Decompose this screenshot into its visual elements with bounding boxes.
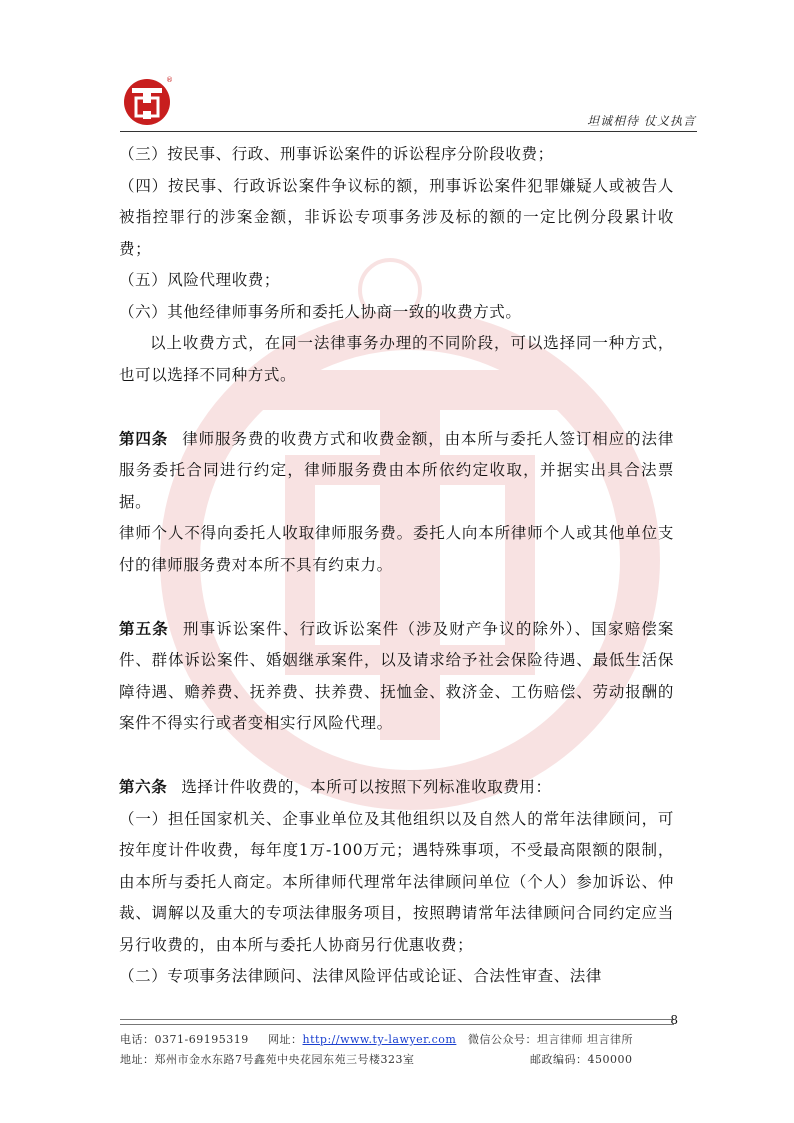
article-4-text-2: 律师个人不得向委托人收取律师服务费。委托人向本所律师个人或其他单位支付的律师服务费对本所不具有约束力。: [119, 524, 674, 574]
footer-postcode: 邮政编码：450000: [530, 1053, 633, 1066]
article-5: [119, 613, 674, 740]
line-item-3: （三）按民事、行政、刑事诉讼案件的诉讼程序分阶段收费；: [119, 145, 554, 163]
line-item-6: （六）其他经律师事务所和委托人协商一致的收费方式。: [119, 302, 522, 321]
footer-divider: [120, 1019, 674, 1025]
article-6: [119, 771, 674, 804]
footer-wechat: 微信公众号：坦言律师 坦言律所: [468, 1033, 633, 1046]
registered-mark: ®: [166, 76, 173, 84]
firm-logo: [121, 74, 173, 126]
header-slogan: 坦诚相待 仗义执言: [587, 114, 696, 128]
article-4-title: 第四条: [119, 428, 169, 448]
footer: [120, 1031, 680, 1071]
page-number: 8: [670, 1013, 678, 1027]
article-6-item-2: （二）专项事务法律顾问、法律风险评估或论证、合法性审查、法律: [119, 967, 603, 985]
website-link[interactable]: http://www.ty-lawyer.com: [302, 1033, 457, 1046]
paragraph-methods: 以上收费方式，在同一法律事务办理的不同阶段，可以选择同一种方式，也可以选择不同种方式。: [119, 334, 674, 384]
article-4-text: 律师服务费的收费方式和收费金额，由本所与委托人签订相应的法律服务委托合同进行约定，律师服务费由本所依约定收取，并据实出具合法票据。: [119, 429, 674, 511]
article-4: [119, 423, 674, 519]
article-6-item-1: （一）担任国家机关、企事业单位及其他组织以及自然人的常年法律顾问，可按年度计件收费，每年度1万-100万元；遇特殊事项，不受最高限额的限制，由本所与委托人商定。本所律师代理常年法律顾问单位（个人）参加诉讼、仲裁、调解以及重大的专项法律服务项目，按照聘请常年法律顾问合同约定应当另行收费的，由本所与委托人协商另行优惠收费；: [119, 809, 674, 954]
article-5-text: 刑事诉讼案件、行政诉讼案件（涉及财产争议的除外）、国家赔偿案件、群体诉讼案件、婚姻继承案件，以及请求给予社会保险待遇、最低生活保障待遇、赡养费、抚养费、扶养费、抚恤金、救济金、工伤赔偿、劳动报酬的案件不得实行或者变相实行风险代理。: [119, 619, 674, 732]
article-5-title: 第五条: [119, 618, 169, 638]
line-item-5: （五）风险代理收费；: [119, 271, 281, 289]
line-item-4: （四）按民事、行政诉讼案件争议标的额，刑事诉讼案件犯罪嫌疑人或被告人被指控罪行的涉案金额，非诉讼专项事务涉及标的额的一定比例分段累计收费；: [119, 176, 674, 258]
header-divider: [120, 131, 697, 132]
footer-address: 地址：郑州市金水东路7号鑫苑中央花园东苑三号楼323室: [120, 1053, 415, 1066]
document-body: [119, 139, 674, 993]
article-6-text: 选择计件收费的，本所可以按照下列标准收取费用：: [181, 778, 552, 796]
footer-phone: 电话：0371-69195319: [120, 1033, 249, 1046]
footer-website: 网址：http://www.ty-lawyer.com: [268, 1033, 457, 1046]
article-6-title: 第六条: [119, 777, 168, 796]
